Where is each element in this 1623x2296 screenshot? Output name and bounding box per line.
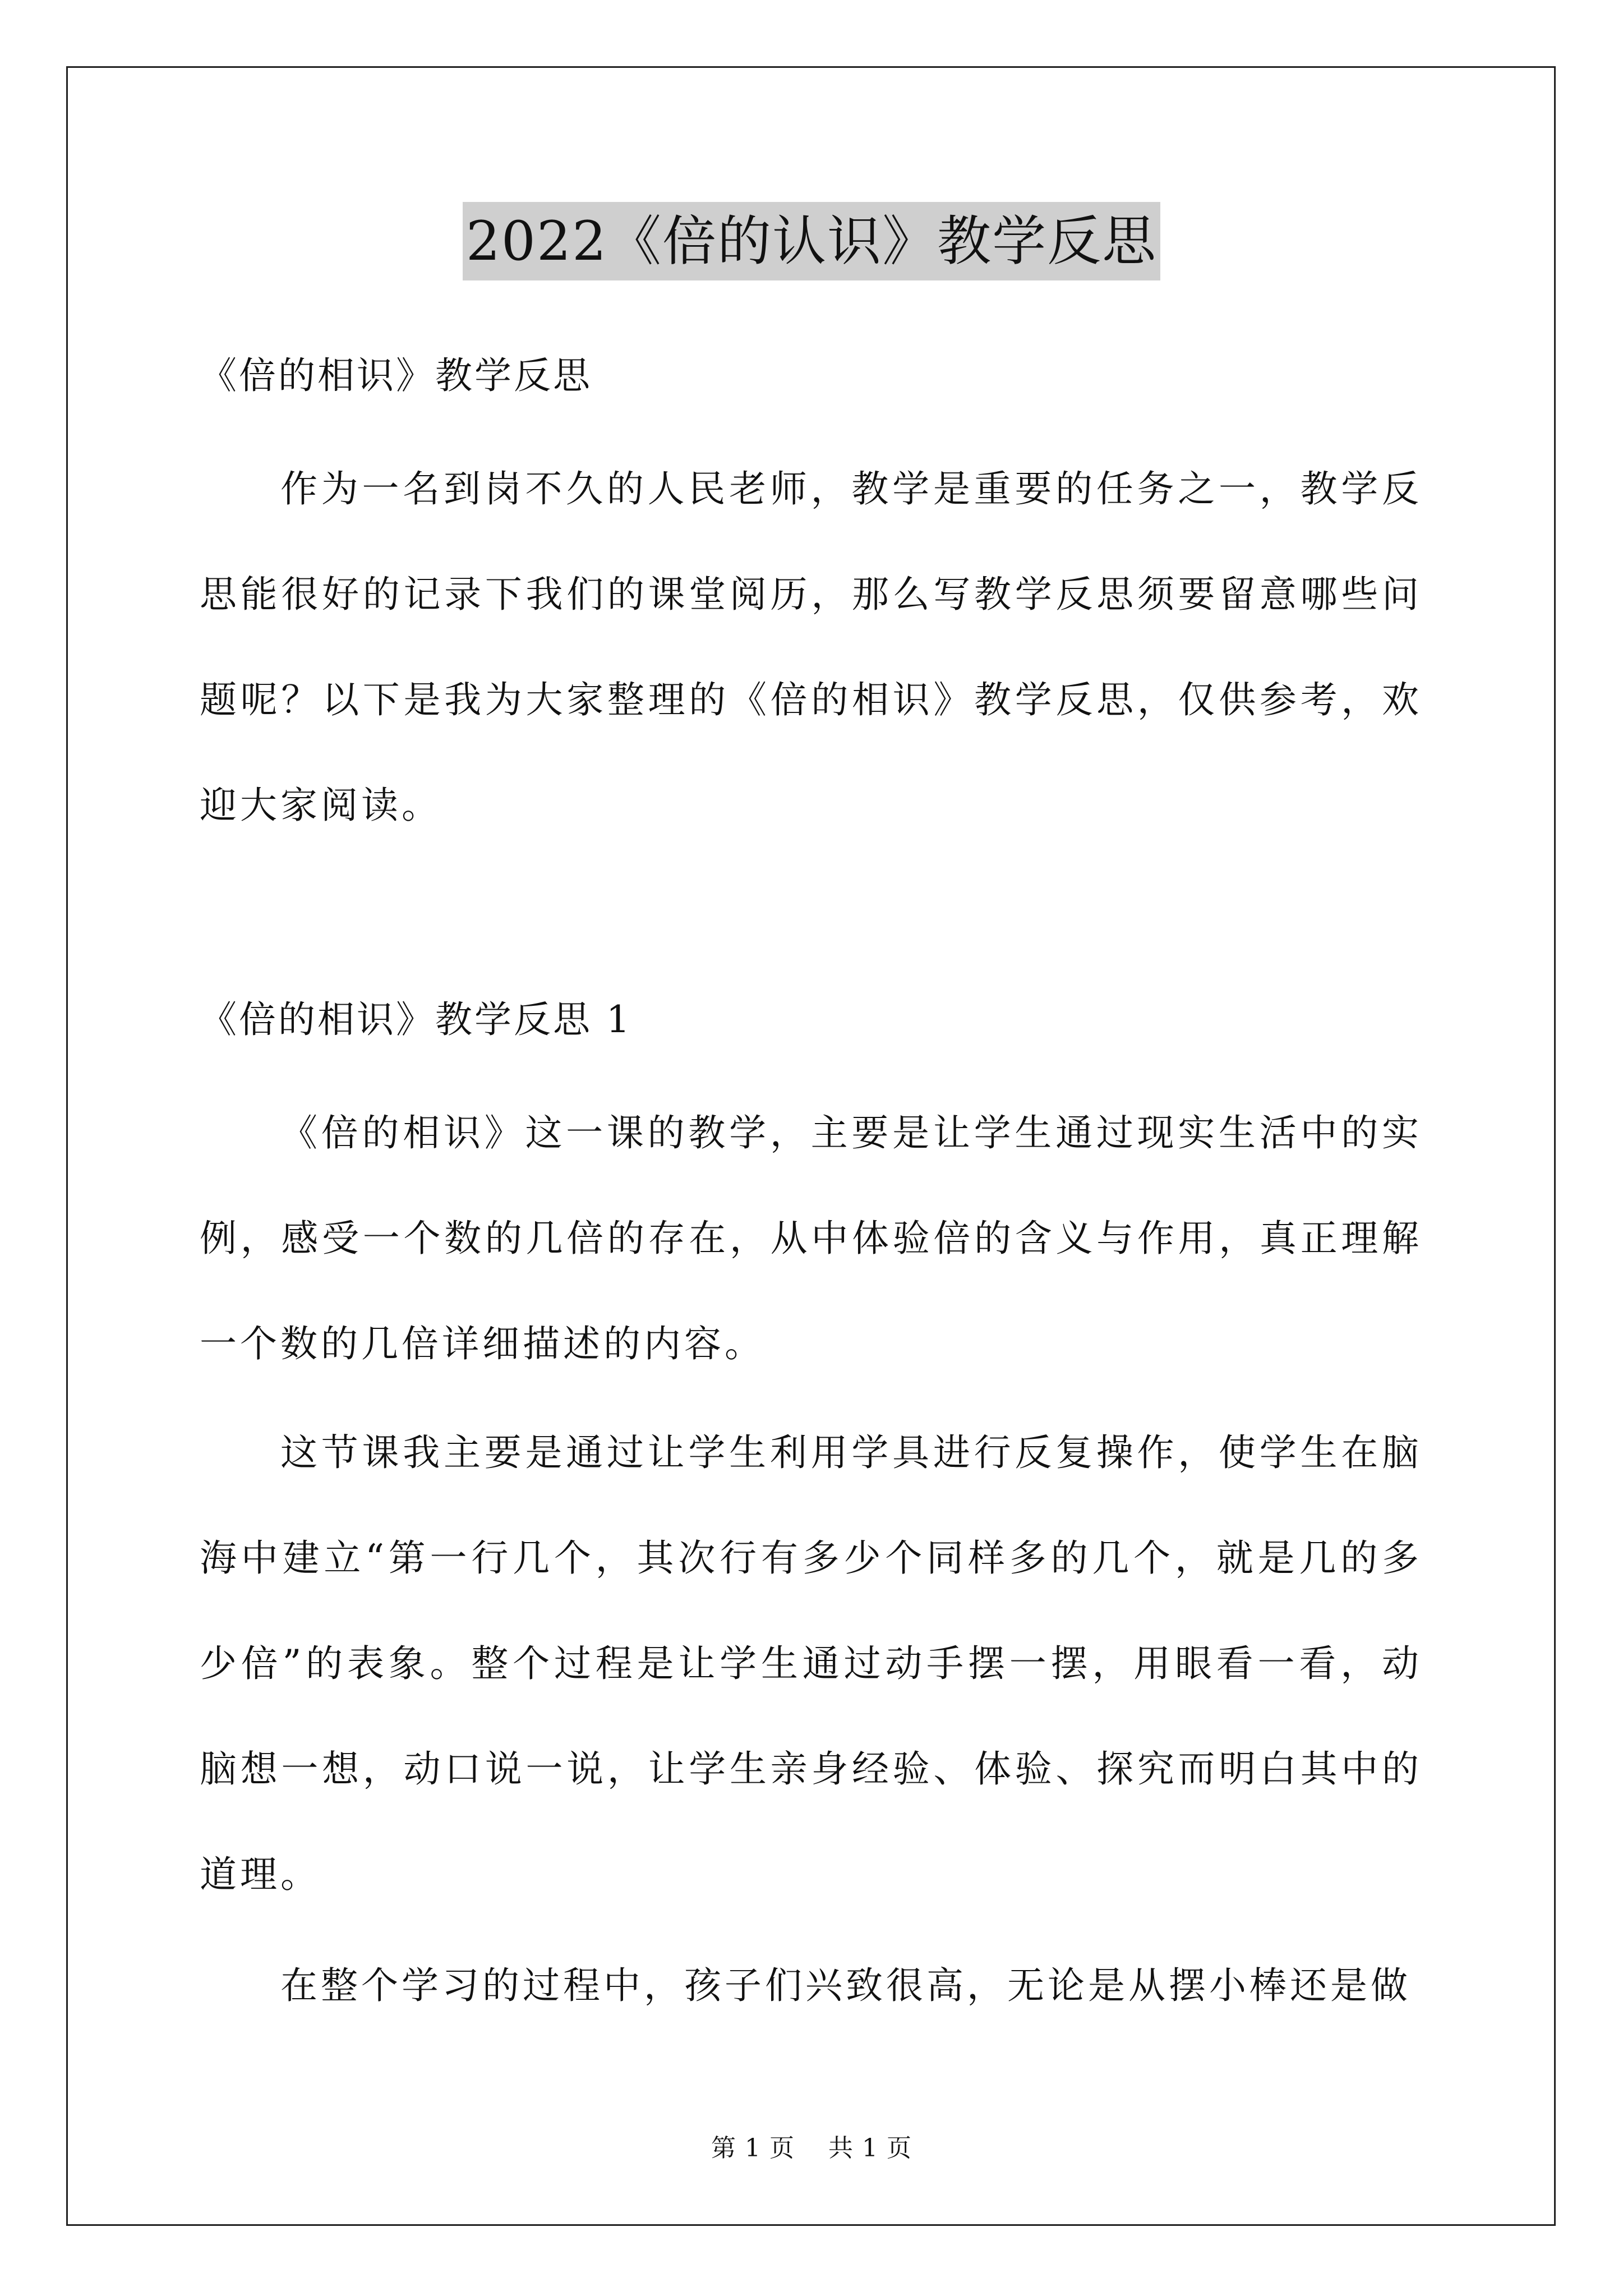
body-paragraph-1: 《倍的相识》这一课的教学，主要是让学生通过现实生活中的实例，感受一个数的几倍的存在，从中体验倍的含义与作用，真正理解一个数的几倍详细描述的内容。 bbox=[200, 1111, 1422, 1365]
body-paragraph-2: 这节课我主要是通过让学生利用学具进行反复操作，使学生在脑海中建立“第一行几个，其次行有多少个同样多的几个，就是几的多少倍”的表象。整个过程是让学生通过动手摆一摆，用眼看一看，动脑想一想，动口说一说，让学生亲身经验、体验、探究而明白其中的道理。 bbox=[200, 1431, 1422, 1896]
document-title: 2022《倍的认识》教学反思 bbox=[463, 202, 1160, 280]
body-paragraph-3: 在整个学习的过程中，孩子们兴致很高，无论是从摆小棒还是做 bbox=[280, 1964, 1411, 2007]
page-total: 共 1 页 bbox=[828, 2134, 912, 2162]
title-container bbox=[0, 202, 1623, 280]
document-subtitle: 《倍的相识》教学反思 bbox=[200, 354, 592, 397]
section-heading: 《倍的相识》教学反思 1 bbox=[200, 998, 632, 1041]
intro-paragraph: 作为一名到岗不久的人民老师，教学是重要的任务之一，教学反思能很好的记录下我们的课堂阅历，那么写教学反思须要留意哪些问题呢？以下是我为大家整理的《倍的相识》教学反思，仅供参考，欢迎大家阅读。 bbox=[200, 467, 1422, 827]
page-footer bbox=[0, 2132, 1623, 2165]
page-number: 第 1 页 bbox=[711, 2134, 795, 2162]
